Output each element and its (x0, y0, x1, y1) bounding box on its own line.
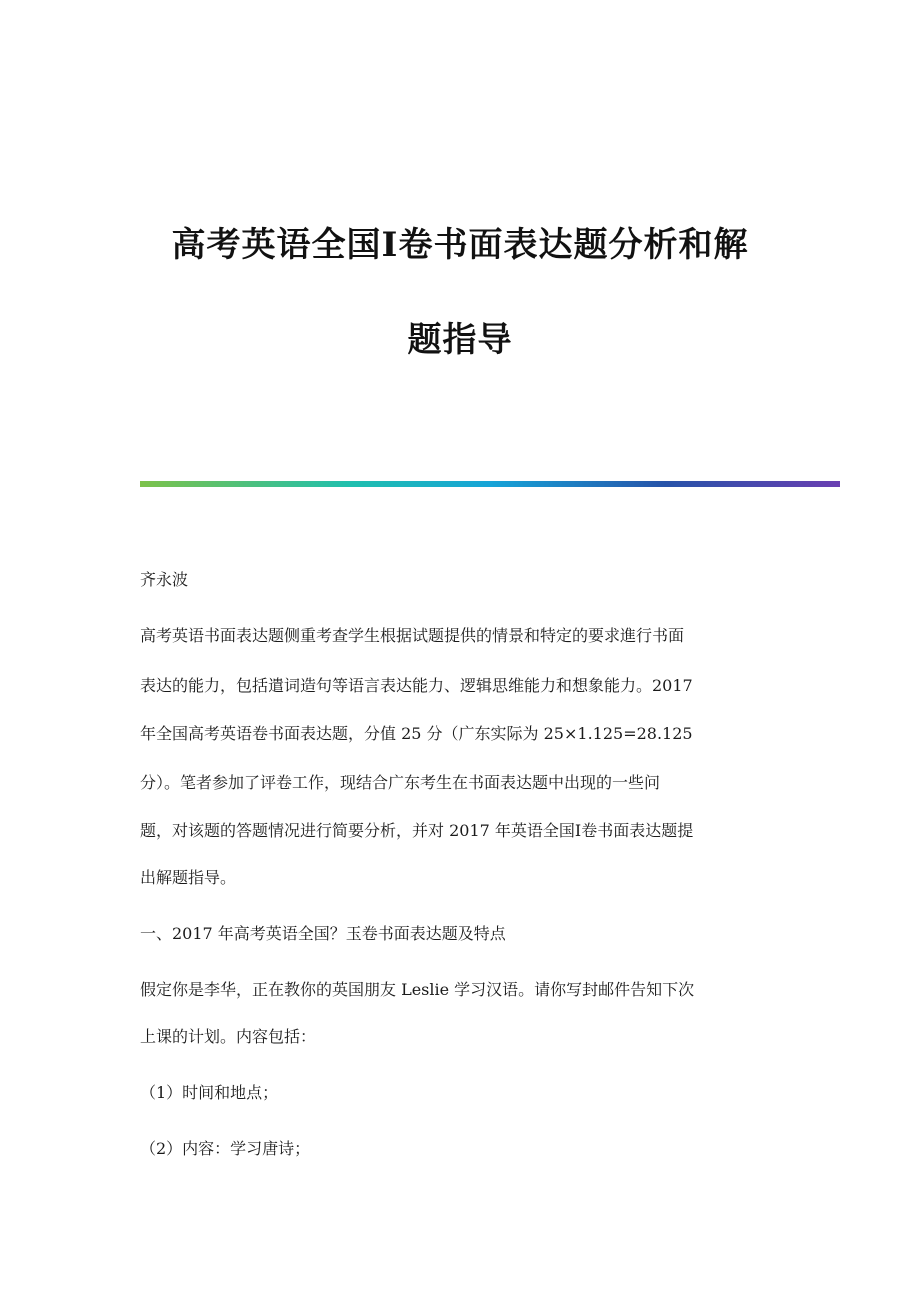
list-item: （2）内容：学习唐诗； (140, 1139, 311, 1158)
task-line: 假定你是李华，正在教你的英国朋友 Leslie 学习汉语。请你写封邮件告知下次 (140, 980, 695, 999)
list-item: （1）时间和地点； (140, 1083, 279, 1102)
paragraph-line: 年全国高考英语卷书面表达题，分值 25 分（广东实际为 25×1.125=28.125 (140, 724, 693, 743)
paragraph-line: 表达的能力，包括遣词造句等语言表达能力、逻辑思维能力和想象能力。2017 (140, 676, 693, 695)
paragraph-line: 分）。笔者参加了评卷工作，现结合广东考生在书面表达题中出现的一些问 (140, 773, 661, 792)
gradient-divider (140, 481, 840, 487)
task-line: 上课的计划。内容包括： (140, 1027, 317, 1046)
document-title-line-1: 高考英语全国Ⅰ卷书面表达题分析和解 (171, 225, 749, 265)
section-heading: 一、2017 年高考英语全国？玉卷书面表达题及特点 (140, 924, 506, 943)
paragraph-line: 高考英语书面表达题侧重考查学生根据试题提供的情景和特定的要求進行书面 (140, 626, 685, 645)
document-title-line-2: 题指导 (407, 320, 513, 360)
author-name: 齐永波 (140, 570, 189, 589)
paragraph-line: 出解题指导。 (140, 868, 237, 887)
paragraph-line: 题，对该题的答题情况进行简要分析，并对 2017 年英语全国Ⅰ卷书面表达题提 (140, 821, 694, 840)
